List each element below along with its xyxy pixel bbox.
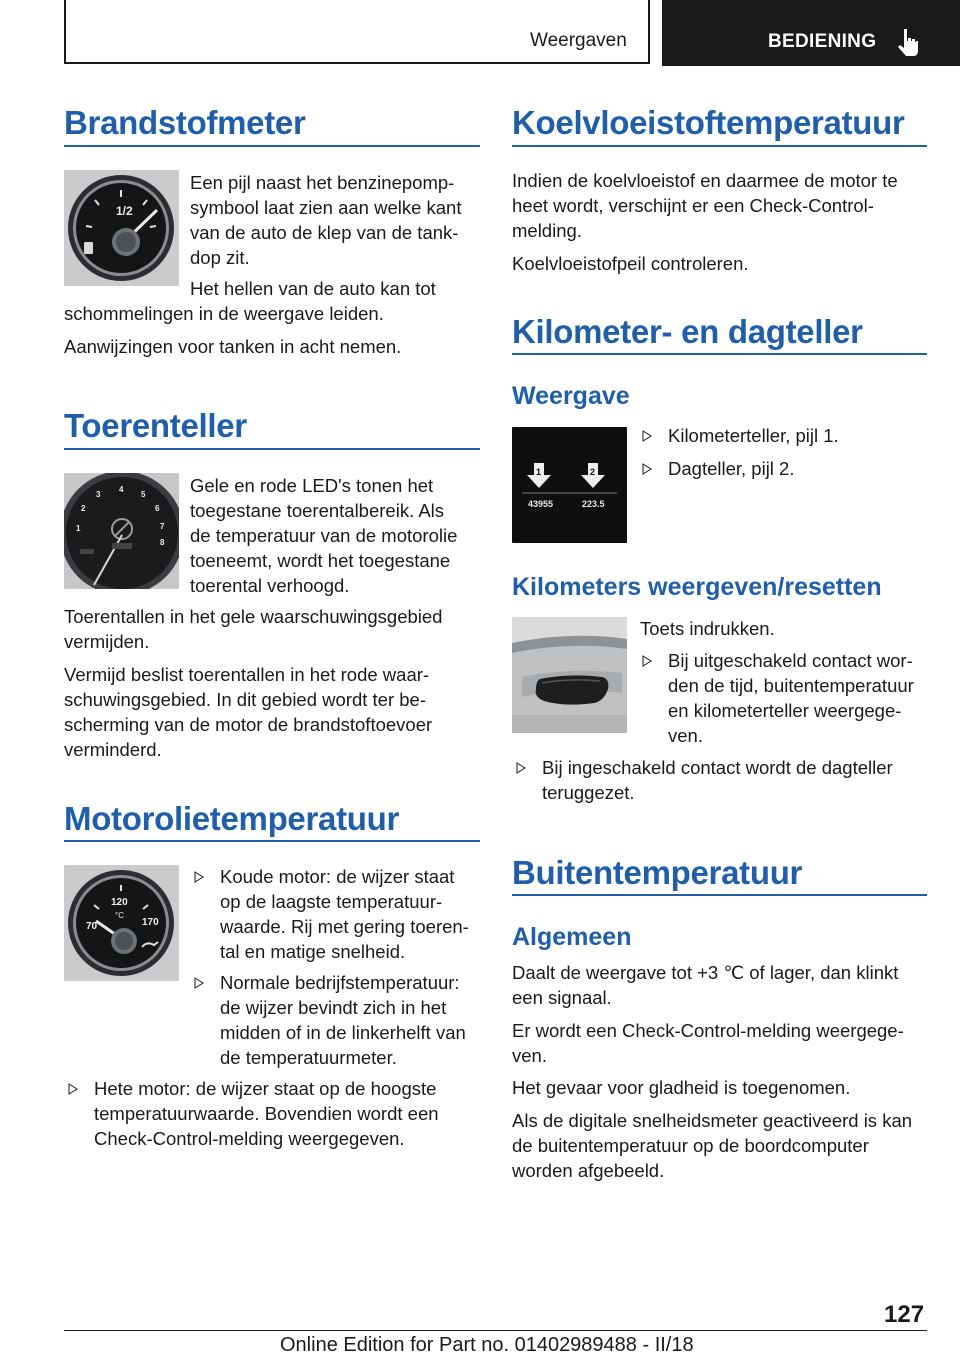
brandstof-paragraph-3: Aanwijzingen voor tanken in acht nemen. (64, 336, 402, 357)
brandstof-paragraph-2b: schommelingen in de weergave leiden. (64, 303, 384, 324)
text-line: Hete motor: de wijzer staat op de hoogste (94, 1078, 437, 1099)
olie-bullet-3 (94, 1076, 439, 1151)
text-line: Normale bedrijfstemperatuur: (220, 972, 460, 993)
heading-motorolietemperatuur: Motorolietemperatuur (64, 800, 400, 837)
buiten-paragraph-1 (512, 960, 898, 1010)
reset-button-image (512, 617, 627, 733)
text-line: midden of in de linkerhelft van (220, 1022, 466, 1043)
page-number: 127 (884, 1301, 925, 1328)
text-line: heet wordt, verschijnt er een Check-Control- (512, 195, 874, 216)
header-section-title: Weergaven (530, 30, 627, 51)
olie-bullet-1 (220, 864, 469, 964)
text-line: Koude motor: de wijzer staat (220, 866, 455, 887)
fuel-gauge-image (64, 170, 179, 286)
text-line: op de laagste temperatuur- (220, 891, 443, 912)
text-line: ven. (512, 1045, 547, 1066)
text-line: ven. (668, 725, 703, 746)
text-line: van de auto de klep van de tank- (190, 222, 459, 243)
bullet-triangle-icon (516, 762, 526, 774)
subheading-weergave: Weergave (512, 382, 630, 410)
odometer-value: 43955 (528, 499, 554, 509)
fuel-gauge-label: 1/2 (116, 204, 133, 218)
chapter-title: BEDIENING (768, 31, 877, 52)
text-line: de temperatuurmeter. (220, 1047, 397, 1068)
dial-number: 4 (119, 485, 124, 494)
heading-kilometer-en-dagteller: Kilometer- en dagteller (512, 313, 863, 350)
heading-brandstofmeter: Brandstofmeter (64, 104, 306, 141)
reset-bullet-1 (668, 648, 914, 748)
text-line: Indien de koelvloeistof en daarmee de motor te (512, 170, 898, 191)
heading-rule (512, 353, 927, 355)
text-line: teruggezet. (542, 782, 635, 803)
text-line: Check-Control-melding weergegeven. (94, 1128, 405, 1149)
text-line: schuwingsgebied. In dit gebied wordt ter be- (64, 689, 426, 710)
gauge-label: 120 (111, 897, 128, 908)
text-line: vermijden. (64, 631, 150, 652)
reset-paragraph-1: Toets indrukken. (640, 618, 775, 639)
header-separator (648, 0, 650, 64)
koel-paragraph-1 (512, 168, 898, 243)
subheading-kilometers-resetten: Kilometers weergeven/resetten (512, 573, 882, 601)
text-line: tal en matige snelheid. (220, 941, 406, 962)
trip-value: 223.5 (582, 499, 605, 509)
dial-number: 3 (96, 490, 101, 499)
text-line: Vermijd beslist toerentallen in het rode waar- (64, 664, 430, 685)
text-line: waarde. Rij met gering toeren- (220, 916, 469, 937)
dial-number: 7 (160, 522, 165, 531)
bullet-triangle-icon (642, 463, 652, 475)
km-bullet-1: Kilometerteller, pijl 1. (668, 425, 839, 446)
heading-buitentemperatuur: Buitentemperatuur (512, 854, 803, 891)
header-left-line (64, 0, 66, 64)
text-line: Gele en rode LED's tonen het (190, 475, 434, 496)
footer-edition: Online Edition for Part no. 01402989488 - II/18 (280, 1334, 694, 1356)
olie-bullet-2 (220, 970, 466, 1070)
odometer-display-image (512, 427, 627, 543)
odometer-marker: 1 (536, 467, 542, 477)
bullet-triangle-icon (194, 871, 204, 883)
dial-number: 8 (160, 538, 165, 547)
toeren-paragraph-2 (64, 604, 442, 654)
gauge-label: 170 (142, 917, 159, 928)
bullet-triangle-icon (194, 977, 204, 989)
text-line: een signaal. (512, 987, 612, 1008)
text-line: de buitentemperatuur op de boordcomputer (512, 1135, 869, 1156)
text-line: verminderd. (64, 739, 162, 760)
text-line: Toerentallen in het gele waarschuwingsgebied (64, 606, 443, 627)
dial-number: 6 (155, 504, 160, 513)
dial-number: 2 (81, 504, 86, 513)
heading-rule (64, 840, 480, 842)
text-line: toeneemt, wordt het toegestane (190, 550, 451, 571)
reset-bullet-2 (542, 755, 893, 805)
text-line: scherming van de motor de brandstoftoevoer (64, 714, 433, 735)
heading-toerenteller: Toerenteller (64, 407, 247, 444)
text-line: Daalt de weergave tot +3 ℃ of lager, dan klinkt (512, 962, 899, 983)
brandstof-paragraph-2a: Het hellen van de auto kan tot (190, 278, 436, 299)
text-line: de temperatuur van de motorolie (190, 525, 458, 546)
footer-rule (64, 1330, 927, 1331)
bullet-triangle-icon (642, 430, 652, 442)
header-rule (64, 62, 650, 64)
heading-rule (64, 448, 480, 450)
brandstof-intro (190, 170, 480, 270)
text-line: temperatuurwaarde. Bovendien wordt een (94, 1103, 439, 1124)
heading-koelvloeistoftemperatuur: Koelvloeistoftemperatuur (512, 104, 905, 141)
buiten-paragraph-4 (512, 1108, 912, 1183)
bullet-triangle-icon (642, 655, 652, 667)
text-line: de wijzer bevindt zich in het (220, 997, 447, 1018)
koel-paragraph-2: Koelvloeistofpeil controleren. (512, 253, 749, 274)
pointing-hand-icon (895, 28, 919, 56)
subheading-algemeen: Algemeen (512, 923, 632, 951)
text-line: den de tijd, buitentemperatuur (668, 675, 914, 696)
text-line: Als de digitale snelheidsmeter geactiveerd is kan (512, 1110, 913, 1131)
toeren-paragraph-3 (64, 662, 432, 762)
text-line: dop zit. (190, 247, 250, 268)
text-line: en kilometerteller weergege- (668, 700, 902, 721)
oil-temperature-gauge-image (64, 865, 179, 981)
bullet-triangle-icon (68, 1083, 78, 1095)
text-line: Bij ingeschakeld contact wordt de dagteller (542, 757, 893, 778)
heading-rule (512, 145, 927, 147)
trip-marker: 2 (590, 467, 596, 477)
dial-number: 1 (76, 524, 81, 533)
buiten-paragraph-2 (512, 1018, 904, 1068)
tachometer-image (64, 473, 179, 589)
heading-rule (64, 145, 480, 147)
text-line: Een pijl naast het benzinepomp- (190, 172, 455, 193)
heading-rule (512, 894, 927, 896)
buiten-paragraph-3: Het gevaar voor gladheid is toegenomen. (512, 1077, 851, 1098)
toeren-intro (190, 473, 480, 598)
km-bullet-2: Dagteller, pijl 2. (668, 458, 795, 479)
text-line: toegestane toerentalbereik. Als (190, 500, 445, 521)
text-line: symbool laat zien aan welke kant (190, 197, 462, 218)
text-line: melding. (512, 220, 582, 241)
dial-number: 5 (141, 490, 146, 499)
gauge-label: 70 (86, 921, 98, 932)
text-line: Bij uitgeschakeld contact wor- (668, 650, 913, 671)
text-line: worden afgebeeld. (512, 1160, 665, 1181)
gauge-label: °C (115, 911, 124, 920)
text-line: Er wordt een Check-Control-melding weergege- (512, 1020, 904, 1041)
text-line: toerental verhoogd. (190, 575, 350, 596)
